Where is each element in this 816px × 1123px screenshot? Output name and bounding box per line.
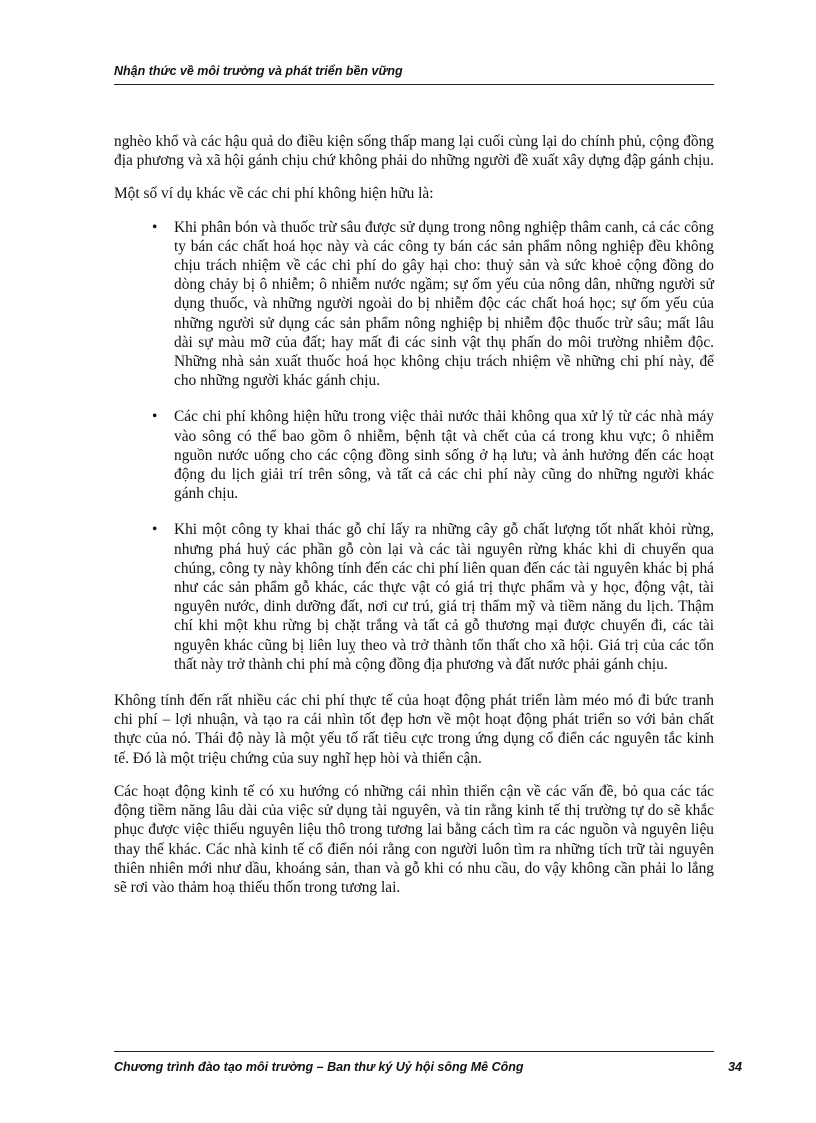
bullet-item-logging xyxy=(114,520,714,674)
page-number: 34 xyxy=(728,1060,742,1074)
bullet-item-wastewater xyxy=(114,407,714,503)
bullet-text: Khi phân bón và thuốc trừ sâu được sử dụng trong nông nghiệp thâm canh, cả các công ty bán các chất hoá học này và các công ty bán các sản phẩm nông nghiệp đều không chịu trách nhiệm về các chi phí do gây hại cho: thuỷ sản và sức khoẻ cộng đồng do dòng chảy bị ô nhiễm; ô nhiễm nước ngầm; sự ốm yếu của nông dân, những người sử dụng thuốc, và những người ngoài do bị nhiễm độc các chất hoá học; sự ốm yếu của những người sử dụng các sản phẩm nông nghiệp bị nhiễm độc thuốc trừ sâu; mất lâu dài sự màu mỡ của đất; hay mất đi các sinh vật thụ phấn do môi trường nhiễm độc. Những nhà sản xuất thuốc hoá học không chịu trách nhiệm về những chi phí này, để cho những người khác gánh chịu. xyxy=(174,218,714,390)
closing-paragraph: Các hoạt động kinh tế có xu hướng có những cái nhìn thiển cận về các vấn đề, bỏ qua các tác động tiềm năng lâu dài của việc sử dụng tài nguyên, và tin rằng kinh tế thị trường tự do sẽ khắc phục được việc thiếu nguyên liệu thô trong tương lai bằng cách tìm ra các nguồn và nguyên liệu thay thế khác. Các nhà kinh tế cổ điển nói rằng con người luôn tìm ra những tích trữ tài nguyên thiên nhiên mới như dầu, khoáng sản, than và gỗ khi có nhu cầu, do vậy không cần phải lo lắng sẽ rơi vào thảm hoạ thiếu thốn trong tương lai. xyxy=(114,782,714,896)
running-header xyxy=(114,62,714,84)
running-header-title: Nhận thức về môi trường và phát triển bền vững xyxy=(114,64,403,78)
header-divider xyxy=(114,84,714,85)
bullet-icon: • xyxy=(152,521,158,539)
bullet-icon: • xyxy=(152,408,158,426)
intro-paragraph: nghèo khổ và các hậu quả do điều kiện sống thấp mang lại cuối cùng lại do chính phủ, cộng đồng địa phương và xã hội gánh chịu chứ không phải do những người đề xuất xây dựng đập gánh chịu. xyxy=(114,133,714,170)
cost-distortion-paragraph: Không tính đến rất nhiều các chi phí thực tế của hoạt động phát triển làm méo mó đi bức tranh chi phí – lợi nhuận, và tạo ra cái nhìn tốt đẹp hơn về một hoạt động phát triển so với bản chất thực của nó. Thái độ này là một yếu tố rất tiêu cực trong ứng dụng cổ điển các nguyên tắc kinh tế. Đó là một triệu chứng của suy nghĩ hẹp hòi và thiển cận. xyxy=(114,692,714,767)
bullet-icon: • xyxy=(152,218,158,236)
footer-divider xyxy=(114,1051,714,1052)
bullet-item-fertilizer xyxy=(114,218,714,391)
bullet-text: Khi một công ty khai thác gỗ chỉ lấy ra những cây gỗ chất lượng tốt nhất khỏi rừng, nhưng phá huỷ các phần gỗ còn lại và các tài nguyên rừng khác khi di chuyển qua chúng, công ty này không tính đến các chi phí liên quan đến các tài nguyên khác bị phá như các sản phẩm gỗ khác, các thực vật có giá trị thực phẩm và y học, động vật, tài nguyên nước, dinh dưỡng đất, nơi cư trú, giá trị thẩm mỹ và tiềm năng du lịch. Thậm chí khi một khu rừng bị chặt trắng và tất cả gỗ thương mại được chuyển đi, các tài nguyên khác cũng bị liên luỵ theo và trở thành tổn thất cho xã hội. Giá trị của các tổn thất này trở thành chi phí mà cộng đồng địa phương và đất nước phải gánh chịu. xyxy=(174,521,714,673)
footer-program-title: Chương trình đào tạo môi trường – Ban thư ký Uỷ hội sông Mê Công xyxy=(114,1060,524,1074)
page-footer xyxy=(114,1058,742,1078)
page-body xyxy=(114,132,714,911)
lead-in-paragraph: Một số ví dụ khác về các chi phí không hiện hữu là: xyxy=(114,185,434,203)
bullet-text: Các chi phí không hiện hữu trong việc thải nước thải không qua xử lý từ các nhà máy vào sông có thể bao gồm ô nhiễm, bệnh tật và chết của cá trong khu vực; ô nhiễm nguồn nước uống cho các cộng đồng sinh sống ở hạ lưu; và ảnh hưởng đến các hoạt động du lịch giải trí trên sông, và tất cả các chi phí này cũng do những người khác gánh chịu. xyxy=(174,408,714,503)
examples-bullet-list xyxy=(114,218,714,674)
